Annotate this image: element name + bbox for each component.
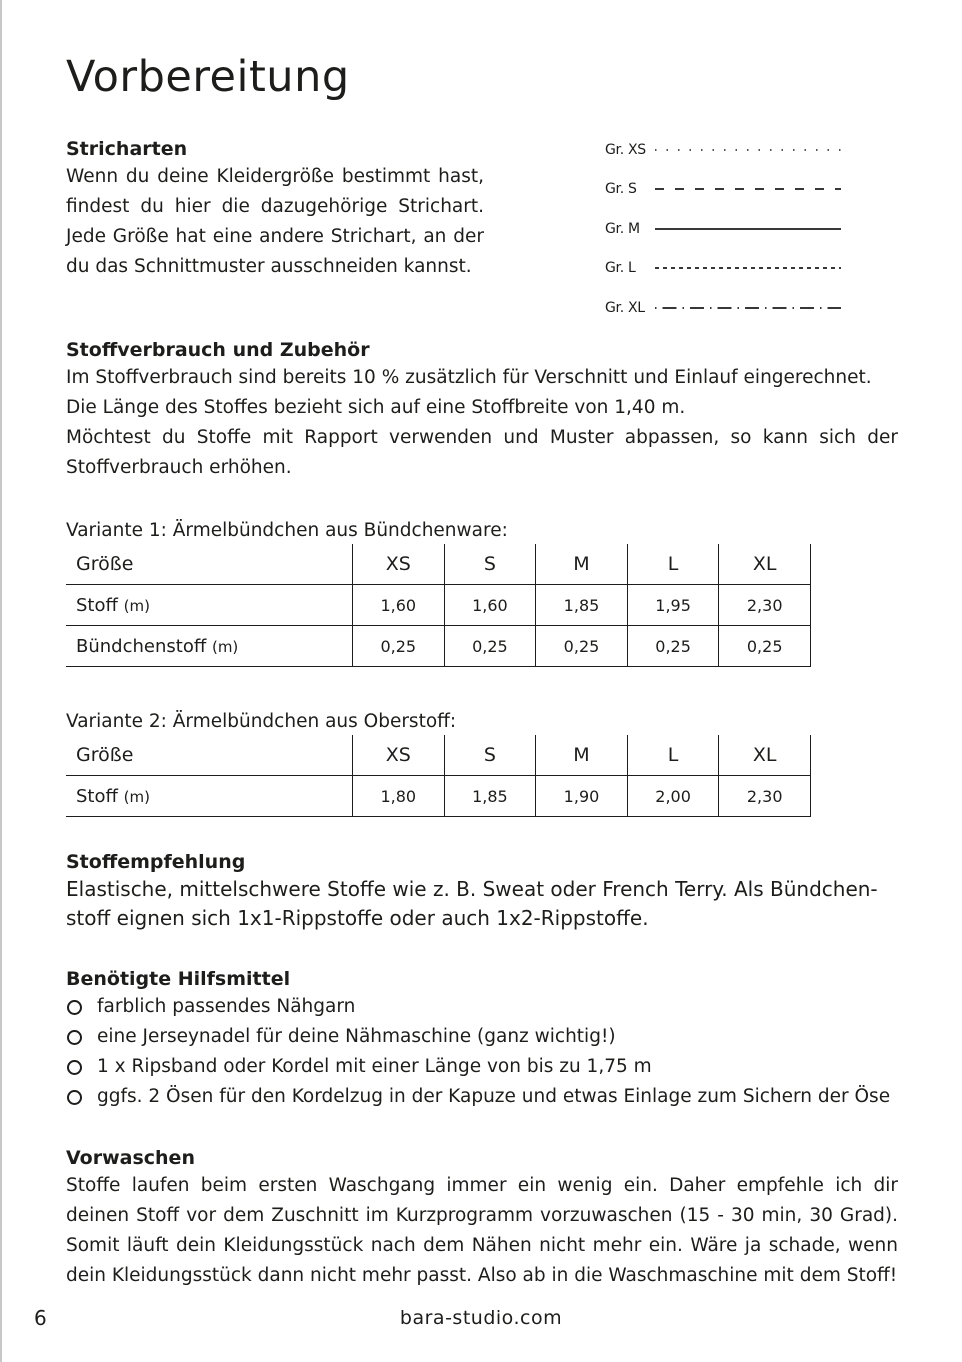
circle-bullet-icon bbox=[67, 1060, 82, 1075]
stoffverbrauch-heading: Stoffverbrauch und Zubehör bbox=[66, 339, 370, 361]
row-unit: (m) bbox=[211, 637, 239, 656]
page-edge bbox=[0, 0, 2, 1362]
stricharten-text: Wenn du deine Kleidergröße bestimmt hast, findest du hier die dazugehörige Strichart. Jede Größe hat eine andere Strichart, an der du das Schnittmuster ausschneiden kannst. bbox=[66, 166, 484, 277]
row-label-text: Stoff bbox=[76, 785, 118, 807]
list-item bbox=[66, 1022, 906, 1052]
row-label-text: Stoff bbox=[76, 594, 118, 616]
page-title: Vorbereitung bbox=[66, 52, 350, 102]
header-size: XS bbox=[353, 735, 445, 776]
table-cell: 0,25 bbox=[627, 626, 719, 667]
row-label bbox=[66, 626, 353, 667]
table-cell: 1,85 bbox=[536, 585, 628, 626]
table-cell: 0,25 bbox=[719, 626, 811, 667]
vorwaschen-heading: Vorwaschen bbox=[66, 1147, 195, 1169]
circle-bullet-icon bbox=[67, 1030, 82, 1045]
stoffverbrauch-paragraph-1: Im Stoffverbrauch sind bereits 10 % zusätzlich für Verschnitt und Einlauf eingerechnet. Die Länge des Stoffes bezieht sich auf eine Stoffbreite von 1,40 m. bbox=[66, 367, 872, 418]
list-item-text: eine Jerseynadel für deine Nähmaschine (ganz wichtig!) bbox=[97, 1026, 616, 1047]
table-cell: 2,30 bbox=[719, 585, 811, 626]
header-size: L bbox=[627, 735, 719, 776]
stoffempfehlung-heading: Stoffempfehlung bbox=[66, 851, 246, 873]
dash-dot-line-icon bbox=[655, 305, 841, 311]
short-dashed-line-icon bbox=[655, 265, 841, 271]
section-stoffverbrauch bbox=[66, 337, 898, 483]
footer-website: bara-studio.com bbox=[399, 1307, 563, 1329]
row-label-text: Bündchenstoff bbox=[76, 635, 207, 657]
table-cell: 1,95 bbox=[627, 585, 719, 626]
header-size: L bbox=[627, 544, 719, 585]
table-cell: 1,60 bbox=[444, 585, 536, 626]
table-cell: 1,60 bbox=[353, 585, 445, 626]
legend-row-xs bbox=[605, 130, 850, 170]
header-size: M bbox=[536, 735, 628, 776]
list-item bbox=[66, 1052, 906, 1082]
table-cell: 1,85 bbox=[444, 776, 536, 817]
stoffverbrauch-paragraph-2: Möchtest du Stoffe mit Rapport verwenden und Muster abpassen, so kann sich der Stoffverbrauch erhöhen. bbox=[66, 427, 898, 478]
table-header-row bbox=[66, 544, 811, 585]
line-style-legend bbox=[605, 130, 850, 328]
legend-label: Gr. XS bbox=[605, 141, 646, 158]
legend-row-m bbox=[605, 209, 850, 249]
header-size: XL bbox=[719, 544, 811, 585]
circle-bullet-icon bbox=[67, 1090, 82, 1105]
table-row bbox=[66, 626, 811, 667]
header-size: S bbox=[444, 735, 536, 776]
variant-1-section bbox=[66, 518, 811, 667]
vorwaschen-text: Stoffe laufen beim ersten Waschgang immer ein wenig ein. Daher empfehle ich dir deinen Stoff vor dem Zuschnitt im Kurzprogramm vorzuwaschen (15 - 30 min, 30 Grad). Somit läuft dein Kleidungsstück nach dem Nähen nicht mehr ein. Wäre ja schade, wenn dein Kleidungsstück dann nicht mehr passt. Also ab in die Waschmaschine mit dem Stoff! bbox=[66, 1175, 898, 1286]
section-stricharten bbox=[66, 136, 484, 282]
legend-label: Gr. M bbox=[605, 220, 640, 237]
section-vorwaschen bbox=[66, 1145, 898, 1291]
table-cell: 1,90 bbox=[536, 776, 628, 817]
header-size: XL bbox=[719, 735, 811, 776]
table-cell: 0,25 bbox=[444, 626, 536, 667]
table-cell: 0,25 bbox=[353, 626, 445, 667]
header-size: M bbox=[536, 544, 628, 585]
circle-bullet-icon bbox=[67, 1000, 82, 1015]
table-cell: 0,25 bbox=[536, 626, 628, 667]
stricharten-heading: Stricharten bbox=[66, 138, 188, 160]
variant-1-label: Variante 1: Ärmelbündchen aus Bündchenware: bbox=[66, 520, 508, 541]
list-item-text: ggfs. 2 Ösen für den Kordelzug in der Kapuze und etwas Einlage zum Sichern der Öse bbox=[97, 1086, 891, 1107]
row-label bbox=[66, 585, 353, 626]
table-cell: 2,30 bbox=[719, 776, 811, 817]
variant-2-table bbox=[66, 735, 811, 817]
row-unit: (m) bbox=[123, 787, 150, 806]
list-item-text: 1 x Ripsband oder Kordel mit einer Länge von bis zu 1,75 m bbox=[97, 1056, 652, 1077]
variant-1-table bbox=[66, 544, 811, 667]
section-hilfsmittel bbox=[66, 966, 906, 1112]
legend-row-xl bbox=[605, 288, 850, 328]
solid-line-icon bbox=[655, 226, 841, 232]
legend-label: Gr. S bbox=[605, 181, 637, 198]
list-item-text: farblich passendes Nähgarn bbox=[97, 996, 356, 1017]
dashed-line-icon bbox=[655, 186, 841, 192]
list-item bbox=[66, 1082, 906, 1112]
stoffempfehlung-text: Elastische, mittelschwere Stoffe wie z. B. Sweat oder French Terry. Als Bündchen-stoff eignen sich 1x1-Rippstoffe oder auch 1x2-Rippstoffe. bbox=[66, 877, 878, 930]
dotted-line-icon bbox=[655, 147, 841, 153]
table-header-row bbox=[66, 735, 811, 776]
legend-row-l bbox=[605, 249, 850, 289]
section-stoffempfehlung bbox=[66, 849, 898, 933]
header-size: S bbox=[444, 544, 536, 585]
row-unit: (m) bbox=[123, 596, 150, 615]
header-label: Größe bbox=[66, 544, 353, 585]
hilfsmittel-heading: Benötigte Hilfsmittel bbox=[66, 968, 291, 990]
page-number: 6 bbox=[34, 1306, 47, 1330]
table-row bbox=[66, 585, 811, 626]
hilfsmittel-list bbox=[66, 992, 906, 1112]
variant-2-label: Variante 2: Ärmelbündchen aus Oberstoff: bbox=[66, 711, 457, 732]
legend-label: Gr. XL bbox=[605, 299, 645, 316]
legend-label: Gr. L bbox=[605, 260, 636, 277]
table-cell: 1,80 bbox=[353, 776, 445, 817]
header-size: XS bbox=[353, 544, 445, 585]
legend-row-s bbox=[605, 170, 850, 210]
table-cell: 2,00 bbox=[627, 776, 719, 817]
header-label: Größe bbox=[66, 735, 353, 776]
row-label bbox=[66, 776, 353, 817]
variant-2-section bbox=[66, 709, 811, 817]
table-row bbox=[66, 776, 811, 817]
list-item bbox=[66, 992, 906, 1022]
